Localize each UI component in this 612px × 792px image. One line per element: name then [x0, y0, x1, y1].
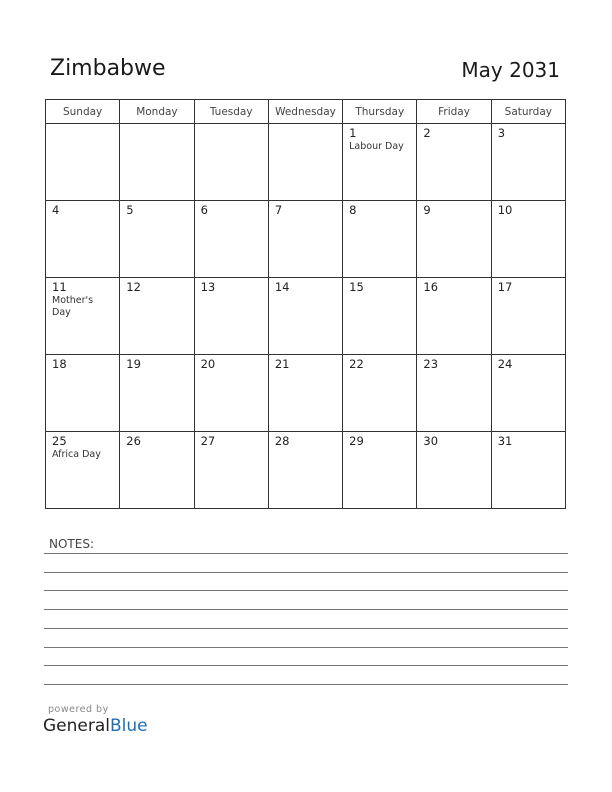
- generalblue-logo: [43, 716, 148, 736]
- day-cell: [491, 124, 565, 201]
- day-cell: [120, 124, 194, 201]
- day-number: 18: [52, 357, 67, 371]
- country-title: Zimbabwe: [50, 56, 166, 81]
- day-number: 15: [349, 280, 364, 294]
- day-cell: [120, 201, 194, 278]
- weekday-header: Friday: [417, 100, 491, 124]
- powered-by-text: powered by: [48, 704, 109, 715]
- notes-line: [44, 609, 568, 610]
- day-number: 13: [200, 280, 216, 294]
- day-number: 10: [497, 203, 513, 217]
- day-number: 24: [497, 357, 513, 371]
- day-cell: [491, 278, 565, 355]
- week-row: [46, 124, 566, 201]
- day-cell: [194, 124, 268, 201]
- day-number: 16: [423, 280, 439, 294]
- day-cell: [343, 124, 417, 201]
- day-number: 27: [200, 434, 216, 448]
- day-cell: [268, 355, 342, 432]
- notes-line: [44, 628, 568, 629]
- day-cell: [268, 124, 342, 201]
- calendar-grid: [45, 99, 566, 509]
- month-year-title: May 2031: [461, 58, 560, 82]
- day-cell: [194, 355, 268, 432]
- weekday-header: Wednesday: [268, 100, 342, 124]
- day-number: 2: [423, 126, 431, 140]
- week-row: [46, 355, 566, 432]
- notes-line: [44, 590, 568, 591]
- day-number: 20: [200, 357, 216, 371]
- day-cell: [268, 278, 342, 355]
- day-cell: [343, 201, 417, 278]
- day-cell: [268, 201, 342, 278]
- brand-name-part2: Blue: [110, 716, 148, 736]
- day-cell: [46, 124, 120, 201]
- day-cell: [417, 124, 491, 201]
- day-cell: [46, 432, 120, 509]
- day-cell: [46, 278, 120, 355]
- day-number: 3: [497, 126, 506, 140]
- notes-line: [44, 684, 568, 685]
- day-cell: [194, 432, 268, 509]
- day-cell: [343, 278, 417, 355]
- day-cell: [120, 355, 194, 432]
- day-cell: [46, 201, 120, 278]
- notes-line: [44, 572, 568, 573]
- day-number: 9: [423, 203, 431, 217]
- day-number: 23: [423, 357, 439, 371]
- weekday-header: Monday: [120, 100, 194, 124]
- day-cell: [268, 432, 342, 509]
- notes-line: [44, 647, 568, 648]
- day-number: 8: [349, 203, 357, 217]
- day-number: 1: [349, 126, 357, 140]
- day-cell: [491, 355, 565, 432]
- day-number: 7: [274, 203, 283, 217]
- brand-name-part1: General: [43, 716, 110, 736]
- day-number: 22: [349, 357, 364, 371]
- day-number: 17: [497, 280, 513, 294]
- day-number: 11: [52, 280, 67, 294]
- day-number: 5: [126, 203, 134, 217]
- day-number: 19: [126, 357, 141, 371]
- day-cell: [417, 278, 491, 355]
- day-cell: [343, 355, 417, 432]
- day-cell: [417, 201, 491, 278]
- day-cell: [46, 355, 120, 432]
- weekday-header-row: [46, 100, 566, 124]
- day-number: 6: [200, 203, 208, 217]
- day-number: 29: [349, 434, 364, 448]
- day-cell: [194, 278, 268, 355]
- day-number: 30: [423, 434, 439, 448]
- day-number: 14: [274, 280, 290, 294]
- holiday-label: Labour Day: [349, 141, 404, 152]
- holiday-label: Mother's Day: [52, 295, 94, 318]
- day-cell: [120, 432, 194, 509]
- notes-line: [44, 553, 568, 554]
- notes-line: [44, 665, 568, 666]
- day-cell: [417, 432, 491, 509]
- week-row: [46, 201, 566, 278]
- day-number: 28: [274, 434, 290, 448]
- day-cell: [343, 432, 417, 509]
- weekday-header: Saturday: [491, 100, 565, 124]
- day-cell: [491, 432, 565, 509]
- holiday-label: Africa Day: [52, 449, 101, 460]
- day-number: 21: [274, 357, 290, 371]
- day-cell: [417, 355, 491, 432]
- day-cell: [491, 201, 565, 278]
- day-number: 31: [497, 434, 513, 448]
- day-number: 26: [126, 434, 141, 448]
- day-cell: [194, 201, 268, 278]
- weekday-header: Tuesday: [194, 100, 268, 124]
- week-row: [46, 278, 566, 355]
- notes-label: NOTES:: [49, 537, 94, 551]
- day-cell: [120, 278, 194, 355]
- day-number: 25: [52, 434, 67, 448]
- day-number: 12: [126, 280, 141, 294]
- day-number: 4: [52, 203, 60, 217]
- weekday-header: Thursday: [343, 100, 417, 124]
- week-row: [46, 432, 566, 509]
- weekday-header: Sunday: [46, 100, 120, 124]
